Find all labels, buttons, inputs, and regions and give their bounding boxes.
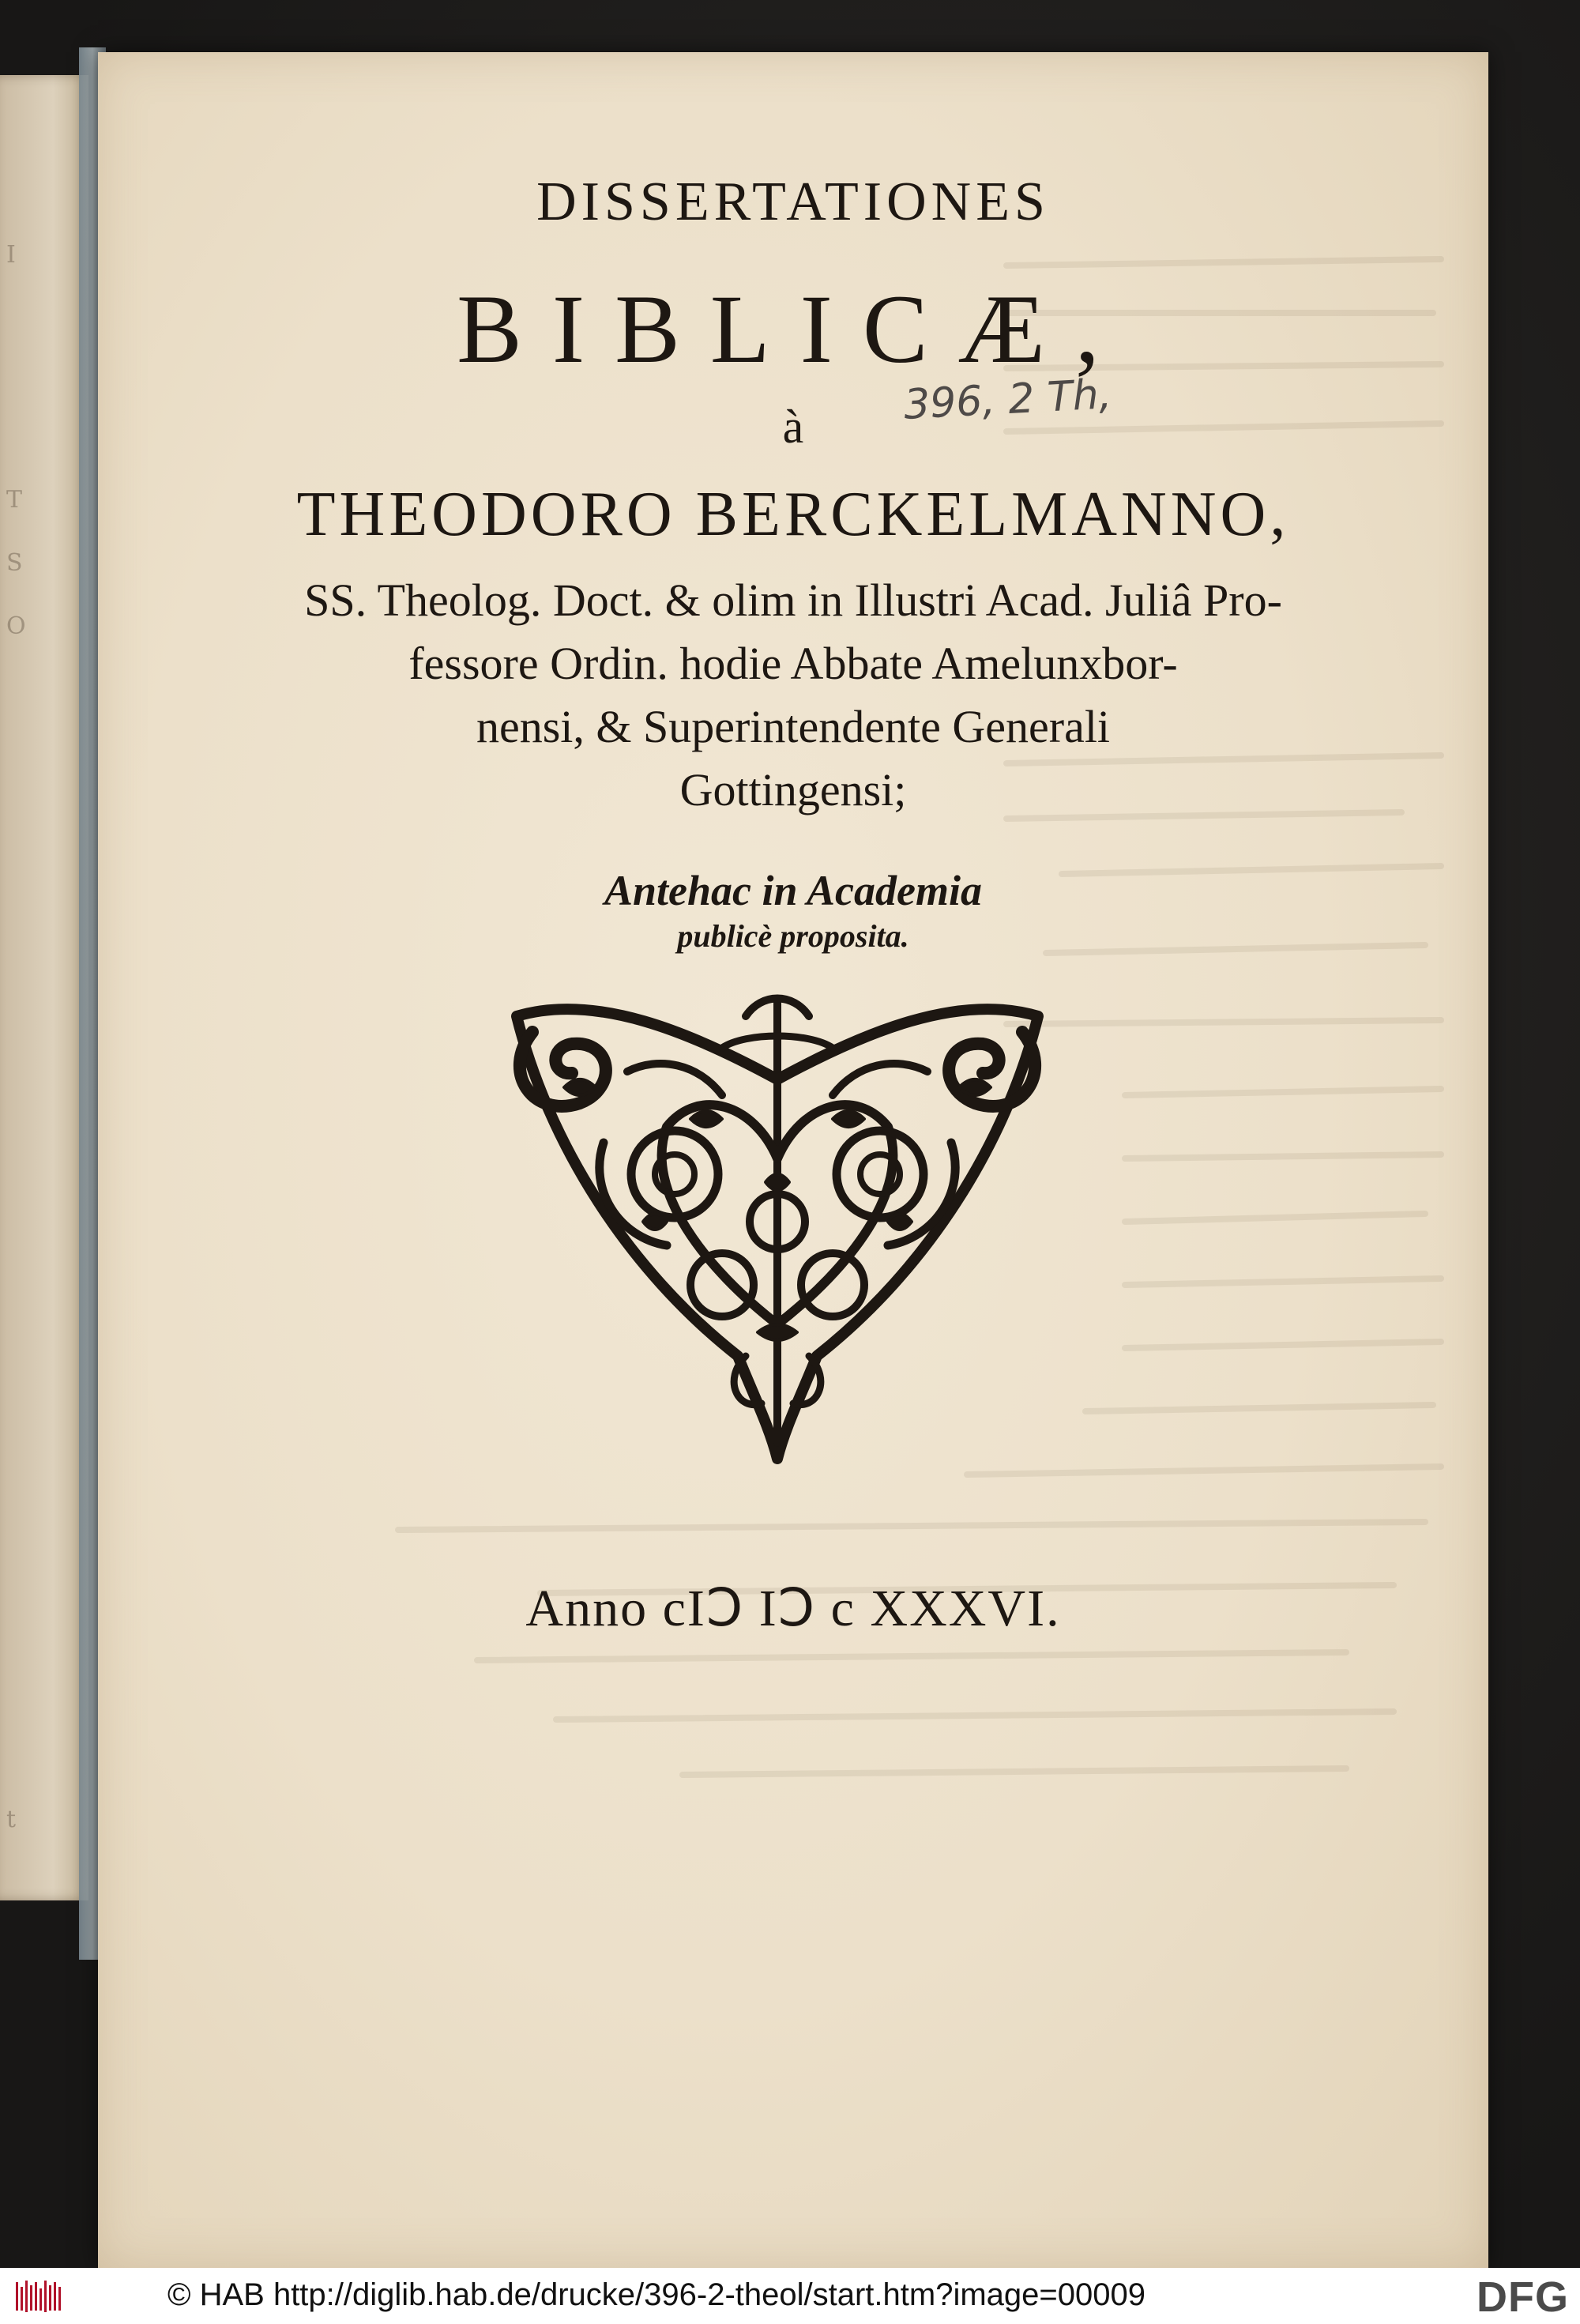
- facing-page-text: I: [6, 241, 16, 269]
- dfg-logo: DFG: [1477, 2273, 1569, 2321]
- floral-ornament-icon: [485, 985, 1070, 1475]
- preposition: à: [782, 401, 804, 453]
- author-line: fessore Ordin. hodie Abbate Amelunxbor-: [408, 638, 1178, 689]
- facing-page-text: T: [6, 486, 23, 514]
- subnote-line: Antehac in Academia: [604, 867, 982, 914]
- facing-page-text: S: [6, 549, 23, 577]
- subnote-line: publicè proposita.: [677, 918, 909, 954]
- title-line-2: BIBLICÆ,: [457, 275, 1130, 383]
- imprint-date: Anno cIↃ IↃ c XXXVI.: [525, 1580, 1061, 1637]
- hab-barcode-logo-icon: [14, 2279, 63, 2314]
- author-name: THEODORO BERCKELMANNO,: [296, 480, 1290, 549]
- title-line-1: DISSERTATIONES: [536, 171, 1050, 232]
- author-line: nensi, & Superintendente Generali: [476, 701, 1111, 752]
- facing-page-text: O: [6, 612, 26, 640]
- page-content: [98, 52, 1488, 2268]
- footer-bar: [0, 2268, 1580, 2324]
- author-line: Gottingensi;: [679, 764, 907, 815]
- title-page: [98, 52, 1488, 2268]
- facing-page-edge: [0, 75, 88, 1900]
- author-line: SS. Theolog. Doct. & olim in Illustri Acad. Juliâ Pro-: [304, 574, 1282, 626]
- facing-page-text: t: [6, 1806, 17, 1833]
- handwritten-shelfmark: 396, 2 Th,: [902, 371, 1113, 429]
- footer-copyright-link[interactable]: © HAB http://diglib.hab.de/drucke/396-2-theol/start.htm?image=00009: [167, 2277, 1146, 2312]
